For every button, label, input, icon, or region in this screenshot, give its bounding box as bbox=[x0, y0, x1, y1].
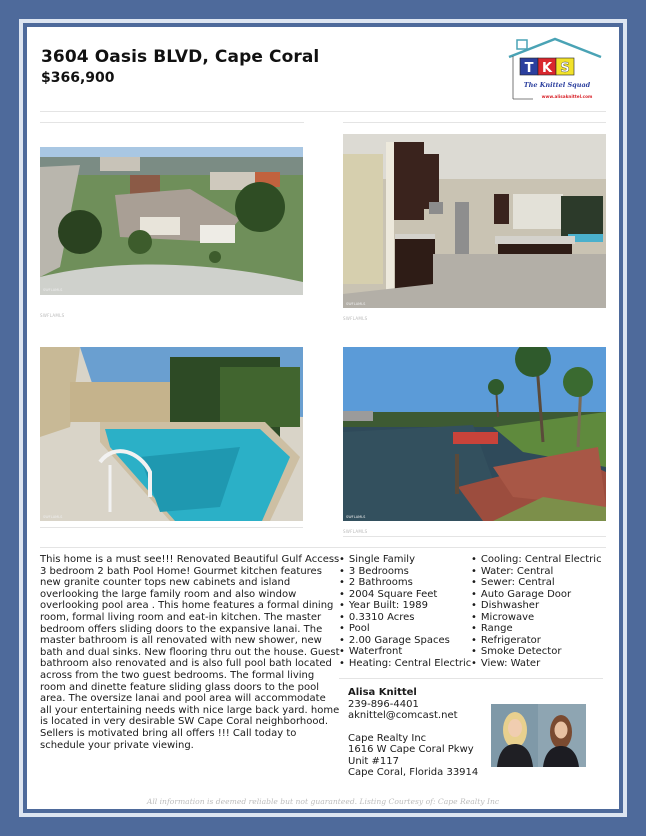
office-name: Cape Realty Inc bbox=[348, 732, 427, 744]
svg-text:SWFLAMLS: SWFLAMLS bbox=[346, 515, 366, 519]
feature-item: • 2.00 Garage Spaces bbox=[339, 635, 471, 647]
agent-phone[interactable]: 239-896-4401 bbox=[348, 698, 419, 710]
features-list-right bbox=[471, 554, 602, 669]
feature-item: • Microwave bbox=[471, 612, 602, 624]
feature-item: • Dishwasher bbox=[471, 600, 602, 612]
svg-text:SWFLAMLS: SWFLAMLS bbox=[346, 302, 366, 306]
feature-item: • Smoke Detector bbox=[471, 646, 602, 658]
svg-text:The Knittel Squad: The Knittel Squad bbox=[523, 81, 591, 89]
agent-contact bbox=[348, 687, 478, 779]
svg-text:SWFLAMLS: SWFLAMLS bbox=[43, 515, 63, 519]
feature-item: • 3 Bedrooms bbox=[339, 566, 471, 578]
feature-item: • Sewer: Central bbox=[471, 577, 602, 589]
photo-right-bottom-divider bbox=[343, 536, 606, 537]
brokerage-logo bbox=[507, 37, 603, 105]
listing-price: $366,900 bbox=[41, 70, 115, 86]
house-logo-icon bbox=[507, 37, 603, 105]
feature-item: • 2004 Square Feet bbox=[339, 589, 471, 601]
disclaimer-footer: All information is deemed reliable but not guaranteed. Listing Courtesy of: Cape Realty Inc bbox=[146, 797, 500, 806]
flyer-page bbox=[27, 27, 619, 809]
photo-caption: SWFLAMLS bbox=[343, 316, 368, 321]
photo-left-top-divider bbox=[40, 122, 304, 123]
feature-item: • Cooling: Central Electric bbox=[471, 554, 602, 566]
office-address-line1: 1616 W Cape Coral Pkwy bbox=[348, 744, 474, 755]
feature-item: • Auto Garage Door bbox=[471, 589, 602, 601]
svg-text:SWFLAMLS: SWFLAMLS bbox=[43, 288, 63, 292]
feature-item: • Range bbox=[471, 623, 602, 635]
photo-caption: SWFLAMLS bbox=[40, 313, 65, 318]
agent-email[interactable]: aknittel@comcast.net bbox=[348, 710, 458, 721]
feature-item: • 2 Bathrooms bbox=[339, 577, 471, 589]
contact-divider bbox=[339, 678, 603, 679]
feature-item: • Single Family bbox=[339, 554, 471, 566]
header-divider bbox=[40, 111, 606, 112]
photo-aerial-view[interactable] bbox=[40, 147, 303, 295]
features-list-left bbox=[339, 554, 471, 669]
feature-item: • Heating: Central Electric bbox=[339, 658, 471, 670]
listing-address: 3604 Oasis BLVD, Cape Coral bbox=[41, 47, 320, 67]
feature-item: • Refrigerator bbox=[471, 635, 602, 647]
svg-text:www.alisaknittel.com: www.alisaknittel.com bbox=[541, 94, 593, 99]
feature-item: • 0.3310 Acres bbox=[339, 612, 471, 624]
photo-left-bottom-divider bbox=[40, 527, 303, 528]
feature-item: • View: Water bbox=[471, 658, 602, 670]
photo-pool[interactable] bbox=[40, 347, 303, 521]
agent-photo bbox=[491, 704, 586, 767]
svg-text:K: K bbox=[541, 61, 553, 76]
photo-right-top-divider bbox=[343, 122, 606, 123]
office-address-line2: Unit #117 bbox=[348, 755, 400, 767]
photo-canal-dock[interactable] bbox=[343, 347, 606, 521]
svg-text:T: T bbox=[524, 61, 534, 76]
content-divider bbox=[40, 547, 606, 548]
office-city: Cape Coral, Florida 33914 bbox=[348, 767, 479, 778]
feature-item: • Pool bbox=[339, 623, 471, 635]
feature-item: • Waterfront bbox=[339, 646, 471, 658]
photo-caption: SWFLAMLS bbox=[343, 529, 368, 534]
feature-item: • Year Built: 1989 bbox=[339, 600, 471, 612]
svg-text:S: S bbox=[560, 61, 570, 76]
feature-item: • Water: Central bbox=[471, 566, 602, 578]
agent-name: Alisa Knittel bbox=[348, 687, 417, 698]
photo-kitchen[interactable] bbox=[343, 134, 606, 308]
property-description: This home is a must see!!! Renovated Beautiful Gulf Access 3 bedroom 2 bath Pool Home! Gourmet kitchen features new granite counter tops new cabinets and island overlooking the large family room and also window overlooking pool area . This home features a formal dining room, formal living room and eat-in kitchen. The master bedroom offers sliding doors to the expansive lanai. The master bathroom is all renovated with new shower, new bath and dual sinks. New flooring thru out the house. Guest bathroom also renovated and is also full pool bath located across from the two guest bedrooms. The formal living room and dinette feature sliding glass doors to the pool area. The oversize lanai and pool area will accommodate all your entertaining needs with nice large back yard. home is located in very desirable SW Cape Coral neighborhood. Sellers is motivated bring all offers !!! Call today to schedule your private viewing. bbox=[40, 554, 340, 751]
